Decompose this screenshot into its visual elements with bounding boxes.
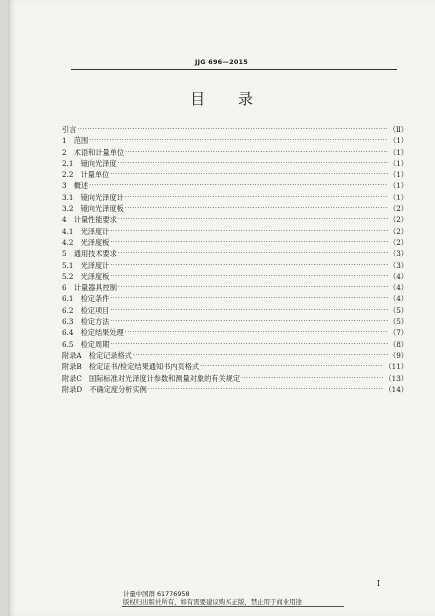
toc-entry[interactable] — [62, 180, 408, 191]
toc-entry-page: （2） — [389, 226, 408, 236]
toc-dot-leader — [200, 361, 383, 372]
toc-entry-label: 6.5 检定周期 — [62, 339, 110, 349]
toc-entry[interactable] — [62, 135, 408, 146]
toc-entry-page: （Ⅱ） — [388, 125, 408, 134]
toc-entry-label: 4.1 光泽度计 — [62, 226, 110, 236]
stamp-line-1: 计量中国群 61776958 — [123, 590, 190, 598]
toc-entry-label: 2.2 计量单位 — [62, 170, 110, 180]
toc-dot-leader — [110, 293, 388, 304]
toc-entry-label: 1 范围 — [62, 136, 89, 146]
toc-entry-page: （3） — [389, 249, 408, 259]
toc-entry-label: 引言 — [62, 125, 77, 134]
toc-entry[interactable] — [62, 226, 408, 237]
toc-entry-page: （1） — [389, 192, 408, 202]
toc-entry-label: 附录C 国际标准对光泽度计参数和测量对象的有关规定 — [62, 373, 241, 383]
toc-entry-page: （13） — [384, 373, 408, 383]
toc-entry-label: 2 术语和计量单位 — [62, 147, 125, 157]
toc-entry[interactable] — [62, 260, 408, 271]
toc-dot-leader — [77, 124, 387, 135]
toc-entry-page: （11） — [384, 362, 408, 372]
toc-dot-leader — [241, 373, 383, 384]
toc-entry-page: （2） — [389, 215, 408, 225]
toc-entry-label: 5.2 光泽度板 — [62, 271, 110, 281]
toc-entry-page: （2） — [389, 237, 408, 247]
toc-entry-label: 附录D 不确定度分析实例 — [62, 384, 147, 394]
toc-entry[interactable] — [62, 214, 408, 225]
toc-entry-page: （4） — [389, 294, 408, 304]
toc-entry-page: （5） — [389, 317, 408, 327]
toc-entry[interactable] — [62, 361, 408, 372]
toc-dot-leader — [125, 147, 388, 158]
toc-entry[interactable] — [62, 169, 408, 180]
toc-entry-label: 3.1 镜向光泽度计 — [62, 192, 124, 202]
toc-dot-leader — [118, 214, 388, 225]
table-of-contents — [62, 124, 408, 395]
toc-entry-page: （7） — [389, 328, 408, 338]
toc-dot-leader — [110, 305, 388, 316]
toc-dot-leader — [110, 260, 388, 271]
toc-entry[interactable] — [62, 305, 408, 316]
toc-entry-label: 5.1 光泽度计 — [62, 260, 110, 270]
toc-entry-label: 2.1 镜向光泽度 — [62, 158, 117, 168]
toc-entry[interactable] — [62, 350, 408, 361]
toc-entry-page: （3） — [389, 260, 408, 270]
stamp-underline — [122, 606, 344, 607]
toc-entry[interactable] — [62, 147, 408, 158]
toc-entry-label: 6.3 检定方法 — [62, 317, 110, 327]
toc-entry-page: （5） — [389, 305, 408, 315]
page-title: 目 录 — [190, 90, 267, 108]
toc-entry[interactable] — [62, 282, 408, 293]
toc-entry-page: （14） — [384, 384, 408, 394]
toc-dot-leader — [110, 237, 388, 248]
toc-dot-leader — [125, 192, 388, 203]
toc-entry[interactable] — [62, 327, 408, 338]
toc-dot-leader — [125, 327, 388, 338]
toc-dot-leader — [110, 271, 388, 282]
toc-dot-leader — [118, 248, 388, 259]
toc-dot-leader — [110, 316, 388, 327]
toc-entry[interactable] — [62, 248, 408, 259]
toc-entry-label: 5 通用技术要求 — [62, 249, 117, 259]
toc-entry-label: 附录A 检定记录格式 — [62, 350, 132, 360]
toc-entry-page: （9） — [389, 350, 408, 360]
toc-dot-leader — [118, 158, 388, 169]
page-number: I — [377, 579, 381, 588]
toc-entry[interactable] — [62, 192, 408, 203]
toc-dot-leader — [110, 339, 388, 350]
toc-entry-label: 6.1 检定条件 — [62, 294, 110, 304]
toc-entry-label: 6.2 检定项目 — [62, 305, 110, 315]
toc-dot-leader — [89, 135, 388, 146]
toc-entry-page: （1） — [389, 147, 408, 157]
toc-entry[interactable] — [62, 339, 408, 350]
toc-entry[interactable] — [62, 158, 408, 169]
toc-dot-leader — [89, 180, 388, 191]
toc-entry-page: （4） — [389, 271, 408, 281]
toc-entry-page: （2） — [389, 204, 408, 214]
toc-entry-label: 4 计量性能要求 — [62, 215, 117, 225]
toc-entry-label: 4.2 光泽度板 — [62, 237, 110, 247]
toc-entry[interactable] — [62, 293, 408, 304]
toc-dot-leader — [118, 282, 388, 293]
footer-stamp — [123, 590, 302, 607]
toc-entry-page: （8） — [389, 339, 408, 349]
standard-code: JJG 696—2015 — [195, 58, 248, 66]
toc-entry-label: 6.4 检定结果处理 — [62, 328, 124, 338]
header-rule — [71, 69, 397, 70]
toc-dot-leader — [148, 384, 384, 395]
toc-entry[interactable] — [62, 271, 408, 282]
toc-dot-leader — [125, 203, 388, 214]
stamp-line-2: 版权归出版社所有，如有需要建议购买正版，禁止用于商业用途 — [123, 598, 302, 607]
toc-entry[interactable] — [62, 316, 408, 327]
toc-entry[interactable] — [62, 124, 408, 135]
toc-entry-page: （1） — [389, 170, 408, 180]
toc-entry-label: 3 概述 — [62, 181, 89, 191]
toc-dot-leader — [110, 226, 388, 237]
toc-entry-page: （1） — [389, 136, 408, 146]
toc-entry-label: 6 计量器具控制 — [62, 283, 117, 293]
toc-dot-leader — [110, 169, 388, 180]
toc-entry-label: 3.2 镜向光泽度板 — [62, 204, 124, 214]
toc-entry[interactable] — [62, 384, 408, 395]
toc-entry-page: （4） — [389, 283, 408, 293]
toc-entry-page: （1） — [389, 181, 408, 191]
document-page — [8, 0, 435, 616]
toc-entry[interactable] — [62, 373, 408, 384]
toc-entry-label: 附录B 检定证书/检定结果通知书内页格式 — [62, 362, 200, 372]
toc-dot-leader — [133, 350, 388, 361]
toc-entry-page: （1） — [389, 158, 408, 168]
toc-entry[interactable] — [62, 203, 408, 214]
toc-entry[interactable] — [62, 237, 408, 248]
